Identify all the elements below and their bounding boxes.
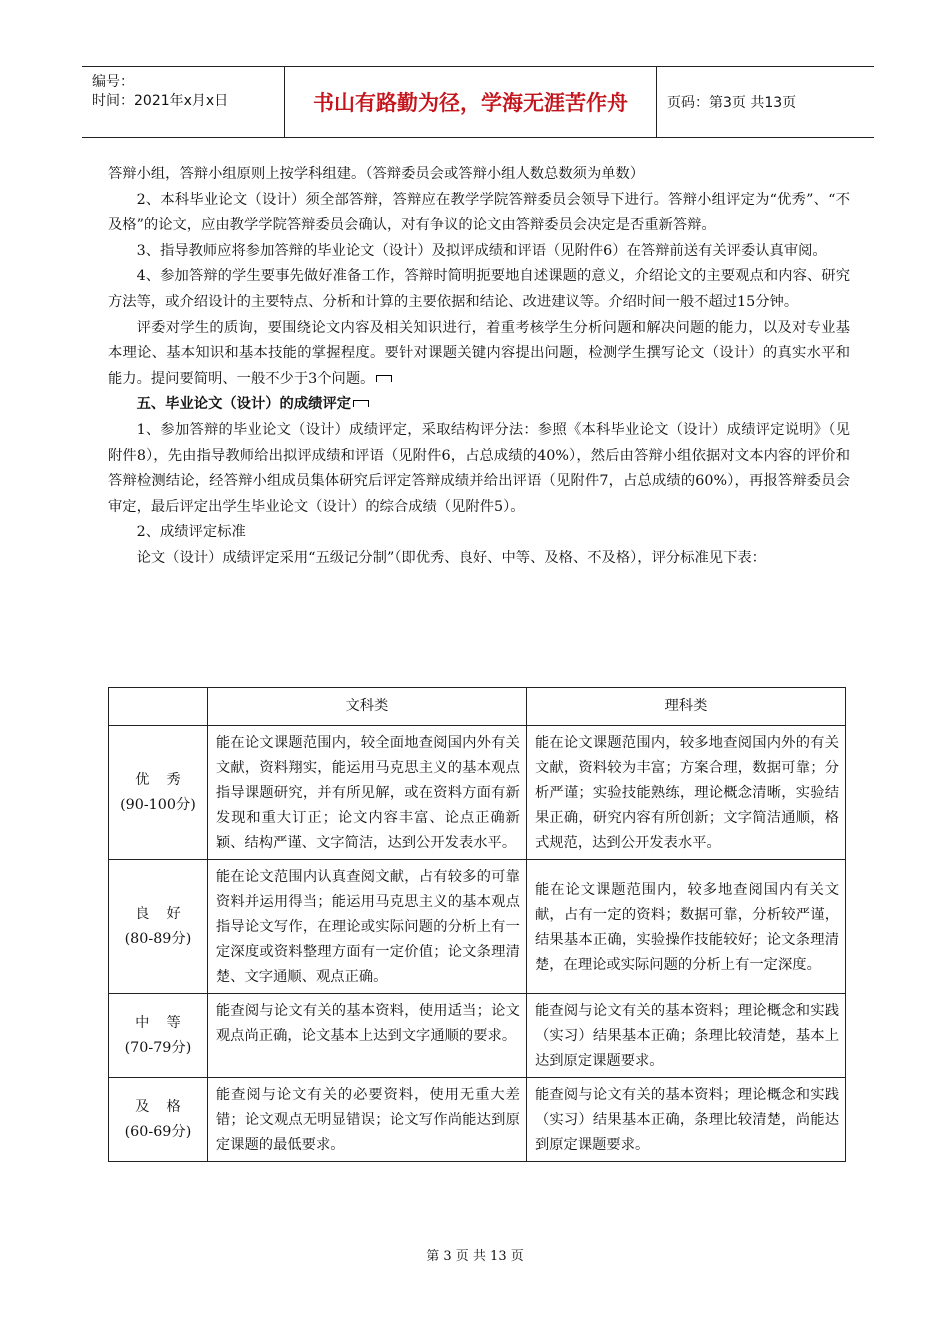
edit-mark-icon bbox=[353, 400, 369, 407]
section-heading bbox=[108, 392, 850, 418]
grade-level-range: (60-69分) bbox=[124, 1123, 192, 1140]
paragraph bbox=[108, 316, 850, 393]
header-meta bbox=[82, 67, 285, 137]
paragraph: 2、成绩评定标准 bbox=[136, 524, 246, 541]
grade-level-name: 中等 bbox=[135, 1014, 198, 1031]
header-motto: 书山有路勤为径，学海无涯苦作舟 bbox=[285, 67, 657, 137]
arts-criteria-cell: 能在论文课题范围内，较全面地查阅国内外有关文献，资料翔实，能运用马克思主义的基本观点指导课题研究，并有所见解，或在资料方面有新发现和重大订正；论文内容丰富、论点正确新颖、结构严谨、文字简洁，达到公开发表水平。 bbox=[207, 726, 526, 860]
paragraph: 4、参加答辩的学生要事先做好准备工作，答辩时简明扼要地自述课题的意义，介绍论文的主要观点和内容、研究方法等，或介绍设计的主要特点、分析和计算的主要依据和结论、改进建议等。介绍时间一般不超过15分钟。 bbox=[108, 268, 850, 310]
header-cell-science: 理科类 bbox=[526, 688, 845, 726]
grade-level-cell bbox=[109, 860, 208, 994]
paragraph: 答辩小组，答辩小组原则上按学科组建。（答辩委员会或答辩小组人数总数须为单数） bbox=[108, 166, 645, 182]
grade-level-range: (90-100分) bbox=[120, 796, 196, 813]
science-criteria-cell: 能在论文课题范围内，较多地查阅国内外的有关文献，资料较为丰富；方案合理，数据可靠；分析严谨；实验技能熟练，理论概念清晰，实验结果正确，研究内容有所创新；文字简洁通顺，格式规范，达到公开发表水平。 bbox=[526, 726, 845, 860]
header-cell-arts: 文科类 bbox=[207, 688, 526, 726]
grade-level-name: 及格 bbox=[135, 1098, 198, 1115]
header-page-info: 页码：第3页 共13页 bbox=[667, 95, 797, 111]
grade-level-cell bbox=[109, 1078, 208, 1162]
paragraph: 1、参加答辩的毕业论文（设计）成绩评定，采取结构评分法：参照《本科毕业论文（设计）成绩评定说明》（见附件8），先由指导教师给出拟评成绩和评语（见附件6，占总成绩的40%），然后由答辩小组依据对文本内容的评价和答辩检测结论，经答辩小组成员集体研究后评定答辩成绩并给出评语（见附件7，占总成绩的60%），再报答辩委员会审定，最后评定出学生毕业论文（设计）的综合成绩（见附件5）。 bbox=[108, 421, 850, 515]
grade-level-cell bbox=[109, 726, 208, 860]
document-body bbox=[108, 162, 850, 572]
arts-criteria-cell: 能查阅与论文有关的基本资料，使用适当；论文观点尚正确，论文基本上达到文字通顺的要求。 bbox=[207, 994, 526, 1078]
section-heading-text: 五、毕业论文（设计）的成绩评定 bbox=[136, 396, 352, 413]
edit-mark-icon bbox=[376, 375, 392, 382]
table-row bbox=[109, 994, 846, 1078]
grade-level-name: 优秀 bbox=[135, 771, 198, 788]
time-label: 时间：2021年x月x日 bbox=[92, 93, 229, 109]
paragraph: 2、本科毕业论文（设计）须全部答辩，答辩应在教学学院答辩委员会领导下进行。答辩小组评定为“优秀”、“不及格”的论文，应由教学学院答辩委员会确认，对有争议的论文由答辩委员会决定是否重新答辩。 bbox=[108, 191, 850, 234]
science-criteria-cell: 能查阅与论文有关的基本资料；理论概念和实践（实习）结果基本正确；条理比较清楚，基本上达到原定课题要求。 bbox=[526, 994, 845, 1078]
arts-criteria-cell: 能查阅与论文有关的必要资料，使用无重大差错；论文观点无明显错误；论文写作尚能达到原定课题的最低要求。 bbox=[207, 1078, 526, 1162]
table-row bbox=[109, 860, 846, 994]
grade-level-name: 良好 bbox=[135, 905, 198, 922]
grade-level-range: (80-89分) bbox=[124, 930, 192, 947]
number-label: 编号： bbox=[92, 74, 134, 90]
table-row bbox=[109, 1078, 846, 1162]
science-criteria-cell: 能在论文课题范围内，较多地查阅国内有关文献，占有一定的资料；数据可靠，分析较严谨，结果基本正确，实验操作技能较好；论文条理清楚，在理论或实际问题的分析上有一定深度。 bbox=[526, 860, 845, 994]
page-header bbox=[82, 66, 874, 138]
grading-table bbox=[108, 687, 846, 1162]
grade-level-range: (70-79分) bbox=[124, 1039, 192, 1056]
table-row bbox=[109, 726, 846, 860]
grade-level-cell bbox=[109, 994, 208, 1078]
paragraph: 3、指导教师应将参加答辩的毕业论文（设计）及拟评成绩和评语（见附件6）在答辩前送有关评委认真审阅。 bbox=[136, 242, 827, 259]
table-header-row bbox=[109, 688, 846, 726]
paragraph-text: 评委对学生的质询，要围绕论文内容及相关知识进行，着重考核学生分析问题和解决问题的能力，以及对专业基本理论、基本知识和基本技能的掌握程度。要针对课题关键内容提出问题，检测学生撰写论文（设计）的真实水平和能力。提问要简明、一般不少于3个问题。 bbox=[108, 319, 850, 387]
header-cell-empty bbox=[109, 688, 208, 726]
arts-criteria-cell: 能在论文范围内认真查阅文献，占有较多的可靠资料并运用得当；能运用马克思主义的基本观点指导论文写作，在理论或实际问题的分析上有一定深度或资料整理方面有一定价值；论文条理清楚、文字通顺、观点正确。 bbox=[207, 860, 526, 994]
paragraph: 论文（设计）成绩评定采用“五级记分制”（即优秀、良好、中等、及格、不及格），评分标准见下表： bbox=[136, 549, 766, 566]
page-footer: 第 3 页 共 13 页 bbox=[426, 1249, 524, 1264]
science-criteria-cell: 能查阅与论文有关的基本资料；理论概念和实践（实习）结果基本正确，条理比较清楚，尚能达到原定课题要求。 bbox=[526, 1078, 845, 1162]
